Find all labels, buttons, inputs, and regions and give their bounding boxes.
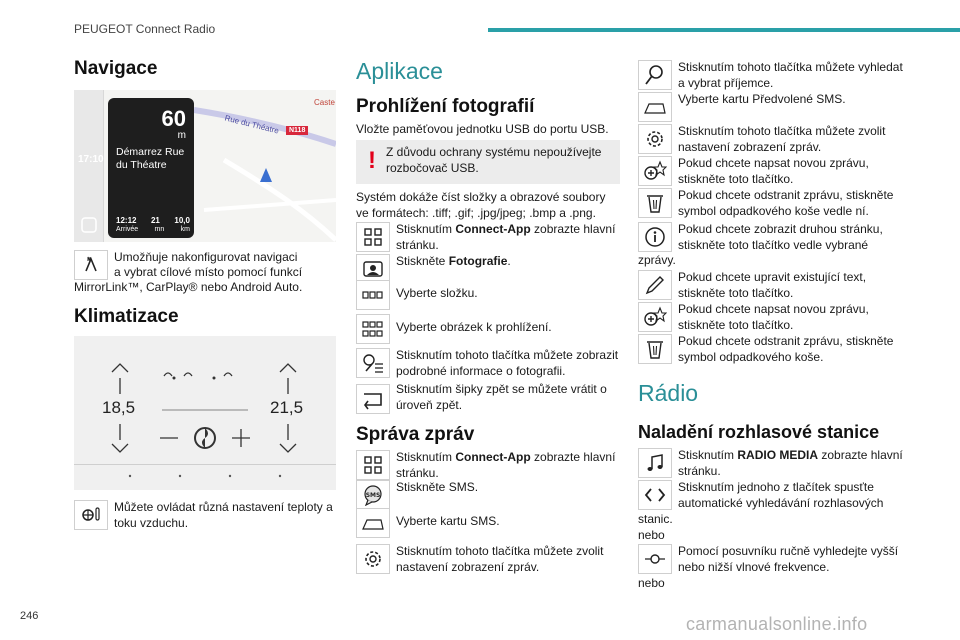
eta-km: 10,0 <box>174 216 190 225</box>
section-heading-apps: Aplikace <box>356 58 443 84</box>
msg-item-4: Pokud chcete napsat novou zprávu, stiskněte toto tlačítko. <box>678 156 869 186</box>
msg-item-5: Pokud chcete odstranit zprávu, stiskněte symbol odpadkového koše vedle ní. <box>678 188 894 218</box>
eta-arrival: 12:12 <box>116 216 137 225</box>
formats-text: Systém dokáže číst složky a obrazové soubory ve formátech: .tiff; .gif; .jpg/jpeg; .bmp a .png. <box>356 190 606 220</box>
msg-item-6-tail: zprávy. <box>638 253 676 267</box>
turn-distance-unit: m <box>177 130 186 141</box>
edit-pencil-icon <box>638 270 672 300</box>
eta-label-km: km <box>180 226 190 233</box>
msg-item-2: Vyberte kartu Předvolené SMS. <box>678 92 846 106</box>
add-favorite-icon <box>638 156 672 186</box>
search-icon <box>638 60 672 90</box>
page-number: 246 <box>20 610 39 622</box>
nav-text-3: MirrorLink™, CarPlay® nebo Android Auto. <box>74 280 303 294</box>
photo-step-3: Vyberte složku. <box>396 286 478 300</box>
trash-icon <box>638 188 672 218</box>
tab-icon <box>356 508 390 538</box>
sms-app-icon <box>356 480 390 510</box>
eta-labels <box>116 226 190 233</box>
climate-divider <box>74 464 336 465</box>
nav-text-1: Umožňuje nakonfigurovat navigaci <box>114 250 298 264</box>
msg-item-8: Pokud chcete napsat novou zprávu, stiskněte toto tlačítko. <box>678 302 869 332</box>
info-detail-icon <box>356 348 390 378</box>
sms-step-1: Stisknutím Connect-App zobrazte hlavní stránku. <box>396 450 616 480</box>
image-grid-icon <box>356 314 390 344</box>
road-badge: N118 <box>286 126 308 135</box>
tab-icon <box>638 92 672 122</box>
add-favorite-icon <box>638 302 672 332</box>
grid-icon <box>356 450 390 480</box>
warning-box <box>356 140 620 184</box>
sms-step-2: Stiskněte SMS. <box>396 480 479 494</box>
settings-gear-icon <box>356 544 390 574</box>
navigation-north-icon <box>74 250 108 280</box>
navigation-screenshot <box>74 90 336 242</box>
road-label: Rue du Théatre <box>223 113 280 136</box>
photo-step-2: Stiskněte Fotografie. <box>396 254 511 268</box>
place-label: Caste <box>314 98 335 107</box>
music-note-icon <box>638 448 672 478</box>
turn-instruction-card <box>108 98 194 238</box>
turn-destination: Démarrez Rue du Théatre <box>116 146 185 171</box>
tune-step-1: Stisknutím RADIO MEDIA zobrazte hlavní stránku. <box>678 448 903 478</box>
grid-icon <box>356 222 390 252</box>
climate-text: Můžete ovládat různá nastavení teploty a toku vzduchu. <box>114 500 333 530</box>
settings-gear-icon <box>638 124 672 154</box>
seek-arrows-icon <box>638 480 672 510</box>
section-heading-messages: Správa zpráv <box>356 424 475 445</box>
turn-distance: 60 <box>161 106 186 131</box>
tune-step-3: Pomocí posuvníku ručně vyhledejte vyšší nebo nižší vlnové frekvence. <box>678 544 899 574</box>
nav-text-2: a vybrat cílové místo pomocí funkcí <box>114 265 303 279</box>
msg-item-6: Pokud chcete zobrazit druhou stránku, stiskněte toto tlačítko vedle vybrané <box>678 222 883 252</box>
eta-values <box>116 216 190 225</box>
photos-intro: Vložte paměťovou jednotku USB do portu USB. <box>356 122 609 136</box>
header-accent-bar <box>488 28 960 32</box>
eta-minutes: 21 <box>150 216 160 225</box>
msg-item-7: Pokud chcete upravit existující text, stiskněte toto tlačítko. <box>678 270 867 300</box>
msg-item-3: Stisknutím tohoto tlačítka můžete zvolit nastavení zobrazení zpráv. <box>678 124 886 154</box>
photo-step-6: Stisknutím šipky zpět se můžete vrátit o úroveň zpět. <box>396 382 607 412</box>
or-text-1: nebo <box>638 528 665 542</box>
trash-icon <box>638 334 672 364</box>
left-temperature: 18,5 <box>102 398 136 417</box>
tune-step-2: Stisknutím jednoho z tlačítek spusťte automatické vyhledávání rozhlasových <box>678 480 884 510</box>
photo-step-1: Stisknutím Connect-App zobrazte hlavní stránku. <box>396 222 616 252</box>
screen-clock: 17:10 <box>78 154 104 165</box>
section-heading-climate: Klimatizace <box>74 306 179 327</box>
back-arrow-icon <box>356 384 390 414</box>
tune-step-2-tail: stanic. <box>638 512 673 526</box>
eta-label-minutes: mn <box>154 226 165 233</box>
photo-step-4: Vyberte obrázek k prohlížení. <box>396 320 552 334</box>
or-text-2: nebo <box>638 576 665 590</box>
slider-icon <box>638 544 672 574</box>
folder-row-icon <box>356 280 390 310</box>
section-heading-navigation: Navigace <box>74 58 158 79</box>
msg-item-1: Stisknutím tohoto tlačítka můžete vyhledat a vybrat příjemce. <box>678 60 903 90</box>
msg-item-9: Pokud chcete odstranit zprávu, stiskněte symbol odpadkového koše. <box>678 334 894 364</box>
photo-step-5: Stisknutím tohoto tlačítka můžete zobrazit podrobné informace o fotografii. <box>396 348 619 378</box>
running-header: PEUGEOT Connect Radio <box>74 22 216 36</box>
watermark: carmanualsonline.info <box>686 614 868 634</box>
sms-step-3: Vyberte kartu SMS. <box>396 514 500 528</box>
svg-text:SMS: SMS <box>365 492 381 499</box>
warning-icon: ! <box>368 147 376 174</box>
warning-text: Z důvodu ochrany systému nepoužívejte rozbočovač USB. <box>386 145 602 175</box>
climate-screenshot <box>74 336 336 490</box>
right-temperature: 21,5 <box>270 398 304 417</box>
info-icon <box>638 222 672 252</box>
section-heading-radio: Rádio <box>638 380 699 406</box>
eta-label-arrival: Arrivée <box>116 226 139 233</box>
section-heading-tuning: Naladění rozhlasové stanice <box>638 422 880 442</box>
sms-step-4: Stisknutím tohoto tlačítka můžete zvolit nastavení zobrazení zpráv. <box>396 544 604 574</box>
section-heading-photos: Prohlížení fotografií <box>356 96 535 117</box>
climate-fan-icon <box>74 500 108 530</box>
